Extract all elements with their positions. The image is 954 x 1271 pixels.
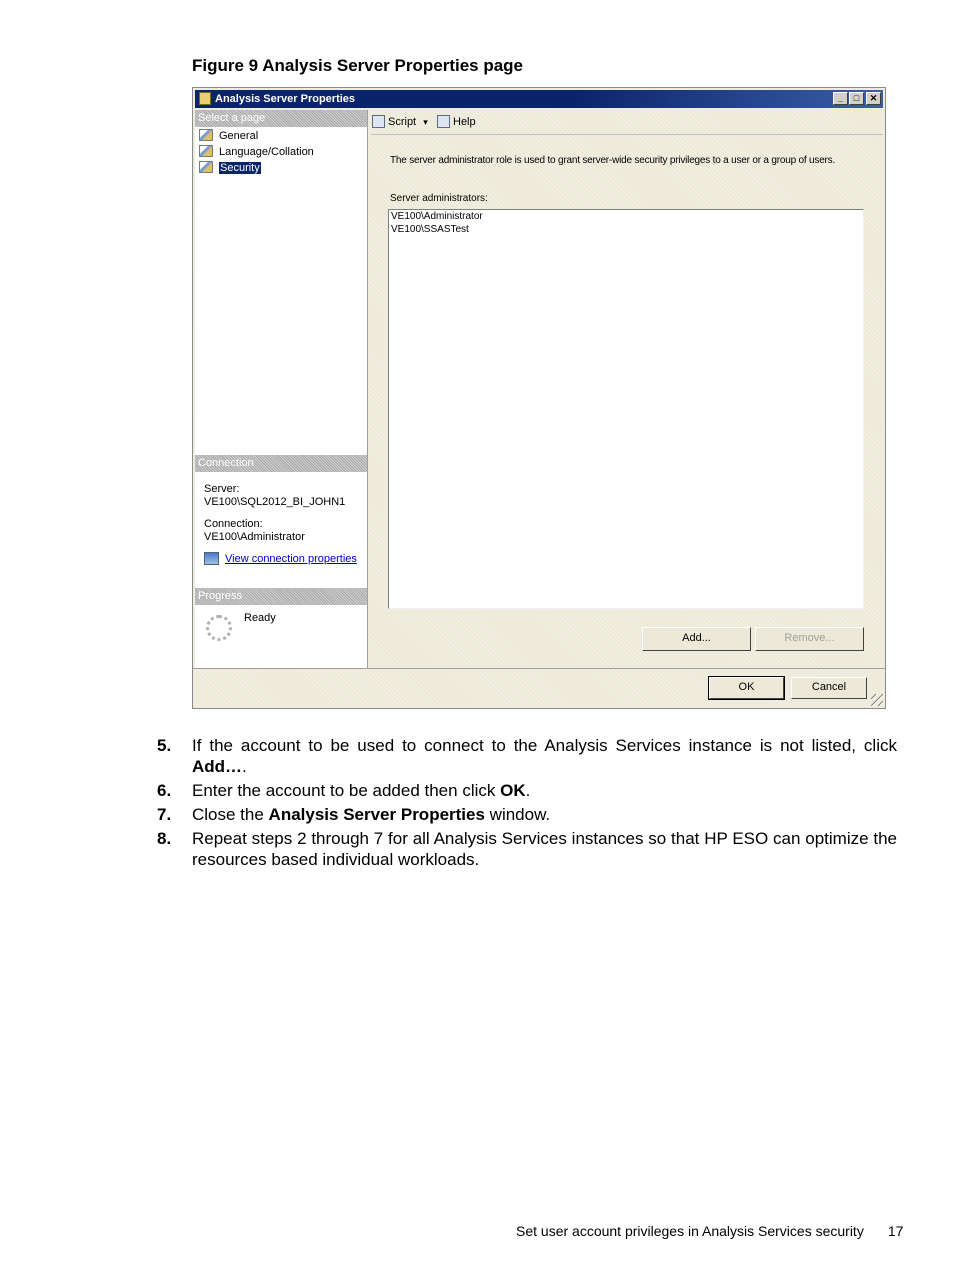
step-text: Repeat steps 2 through 7 for all Analysis Services instances so that HP ESO can optimize the resources based individual workloads. (192, 829, 897, 869)
step-number: 5. (157, 736, 172, 755)
step-text-end: . (242, 757, 247, 776)
help-button[interactable] (437, 115, 476, 129)
script-dropdown-arrow-icon[interactable]: ▾ (423, 117, 428, 127)
server-administrators-label: Server administrators: (390, 193, 488, 204)
step-text: Close the (192, 805, 269, 824)
server-label: Server: (204, 483, 240, 495)
view-connection-properties-label: View connection properties (225, 553, 357, 565)
page-item-language-collation[interactable] (199, 145, 314, 160)
window-title: Analysis Server Properties (215, 93, 356, 105)
step-item (157, 827, 897, 872)
page-label-language-collation: Language/Collation (219, 146, 314, 158)
connection-header: Connection (195, 455, 367, 472)
help-icon (437, 115, 450, 128)
page-item-security[interactable] (199, 161, 261, 176)
page-number: 17 (887, 1223, 904, 1239)
step-text: If the account to be used to connect to the Analysis Services instance is not listed, click (192, 736, 897, 755)
connection-label: Connection: (204, 518, 263, 530)
step-number: 7. (157, 805, 172, 824)
left-pane (195, 110, 368, 668)
connection-value: VE100\Administrator (204, 531, 305, 543)
footer-section-title: Set user account privileges in Analysis Services security (516, 1223, 864, 1239)
remove-button[interactable]: Remove... (755, 627, 864, 651)
step-item (157, 779, 897, 803)
cancel-button[interactable]: Cancel (791, 677, 867, 699)
step-number: 6. (157, 781, 172, 800)
toolbar-divider (371, 134, 883, 135)
script-label: Script (388, 116, 417, 128)
add-button[interactable]: Add... (642, 627, 751, 651)
list-item[interactable]: VE100\SSASTest (391, 224, 469, 235)
help-label: Help (453, 116, 476, 128)
step-text-end: . (525, 781, 531, 800)
page-label-general: General (219, 130, 259, 142)
step-item (157, 803, 897, 827)
page-item-general[interactable] (199, 129, 258, 144)
view-connection-properties-link[interactable] (204, 552, 357, 565)
script-button[interactable] (372, 115, 428, 129)
page-icon (199, 145, 213, 157)
script-icon (372, 115, 385, 128)
server-administrators-list[interactable] (388, 209, 864, 609)
window-app-icon (199, 92, 211, 105)
step-emphasis: Analysis Server Properties (268, 805, 485, 824)
select-page-header: Select a page (195, 110, 367, 127)
progress-spinner-icon (206, 615, 232, 641)
resize-grip-icon[interactable] (871, 694, 883, 706)
step-text-end: window. (484, 805, 551, 824)
step-emphasis: OK (500, 781, 526, 800)
figure-caption: Figure 9 Analysis Server Properties page (192, 56, 524, 75)
close-button[interactable]: ✕ (866, 92, 881, 105)
progress-header: Progress (195, 588, 367, 605)
ok-button[interactable]: OK (709, 677, 784, 699)
minimize-button[interactable]: _ (833, 92, 848, 105)
title-bar[interactable] (195, 90, 883, 108)
step-emphasis: Add… (192, 757, 243, 776)
server-value: VE100\SQL2012_BI_JOHN1 (204, 496, 346, 508)
analysis-server-properties-window (192, 87, 886, 709)
progress-status: Ready (244, 612, 276, 624)
step-number: 8. (157, 829, 172, 848)
connection-properties-icon (204, 552, 219, 565)
steps-list (157, 734, 897, 872)
security-description: The server administrator role is used to grant server-wide security privileges to a user or a group of users. (390, 155, 836, 166)
step-item (157, 734, 897, 779)
list-item[interactable]: VE100\Administrator (391, 211, 483, 222)
bottom-divider (193, 668, 885, 669)
page-footer (516, 1223, 903, 1239)
maximize-button[interactable]: □ (849, 92, 864, 105)
step-text: Enter the account to be added then click (192, 781, 501, 800)
page-label-security: Security (220, 162, 260, 174)
page-icon (199, 129, 213, 141)
page-icon (199, 161, 213, 173)
